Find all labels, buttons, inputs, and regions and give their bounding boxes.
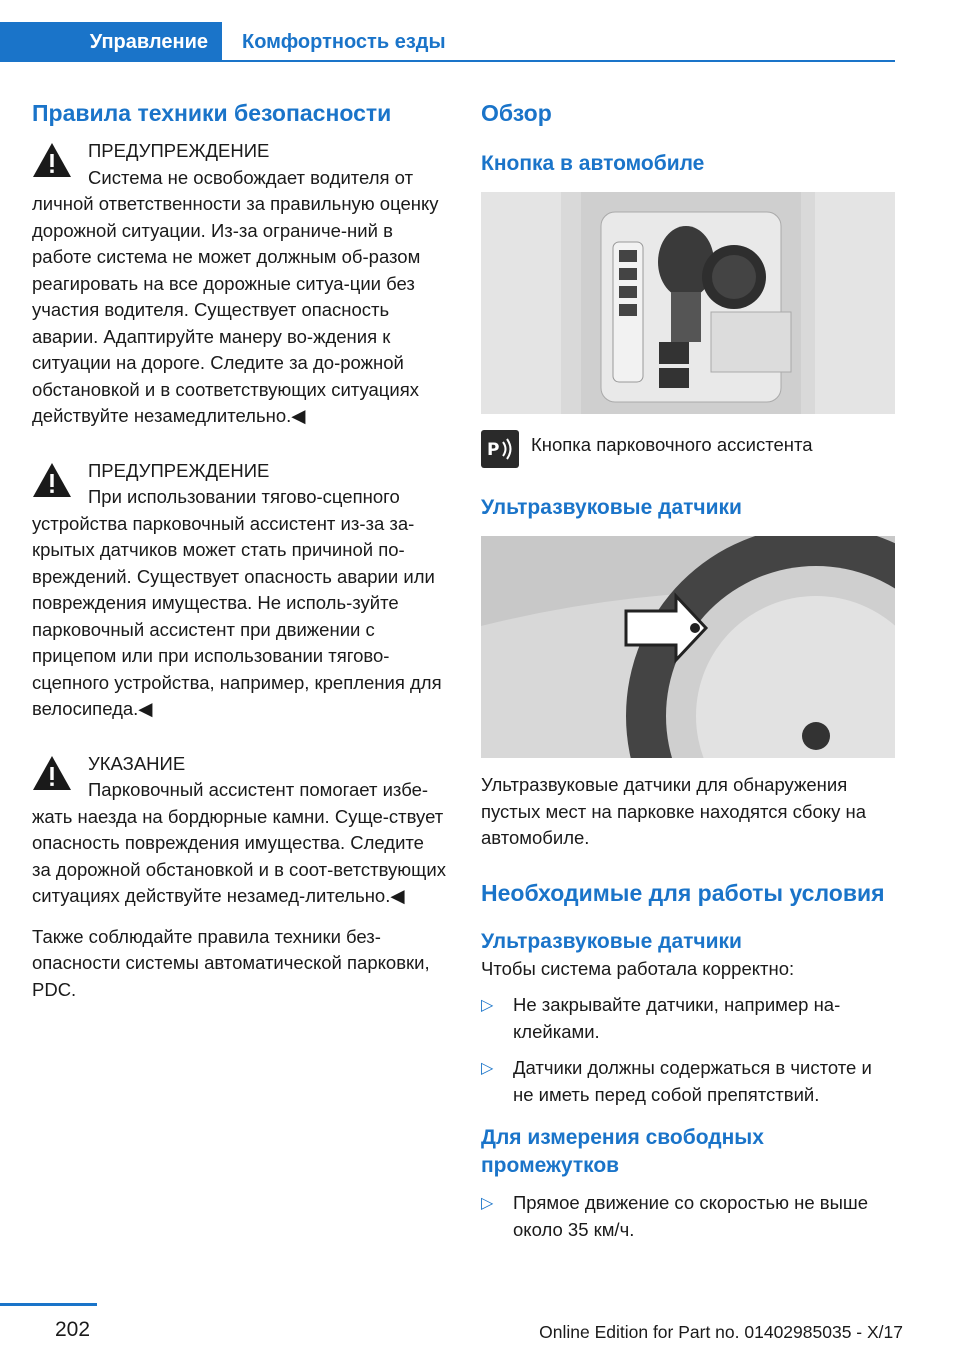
safety-heading: Правила техники безопасности <box>32 100 392 126</box>
bullet-arrow-icon: ▷ <box>481 997 494 1014</box>
edition-footer: Online Edition for Part no. 01402985035 - X/17 <box>539 1322 903 1342</box>
right-column <box>481 98 895 1253</box>
warning-block <box>32 458 446 723</box>
button-subheading: Кнопка в автомобиле <box>481 152 705 175</box>
requirements-intro: Чтобы система работала корректно: <box>481 957 795 979</box>
gap-measuring-subheading: Для измерения свободных промежутков <box>481 1126 764 1177</box>
button-caption-row <box>481 430 895 472</box>
bullet-arrow-icon: ▷ <box>481 1060 494 1077</box>
warning-title: ПРЕДУПРЕЖДЕНИЕ <box>88 140 270 161</box>
warning-text: При использовании тягово-сцепного устройства парковочный ассистент из-за за-крытых датчиков может стать причиной по-вреждений. Существует опасность аварии или повреждения имущества. Не исполь-зуйте парковочный ассистент при движении с прицепом или при использовании тягово-сцепного устройства, например, крепления для велосипеда.◀ <box>32 486 442 719</box>
list-item: ▷ Датчики должны содержаться в чистоте и не иметь перед собой препятствий. <box>481 1057 872 1105</box>
bullet-arrow-icon: ▷ <box>481 1195 494 1212</box>
page-number: 202 <box>55 1318 91 1341</box>
left-column <box>32 98 446 1003</box>
gap-measuring-list <box>481 1190 895 1243</box>
notice-title: УКАЗАНИЕ <box>88 752 186 774</box>
warning-triangle-icon <box>32 755 72 791</box>
svg-text:P: P <box>487 440 500 460</box>
header-rule <box>222 60 895 62</box>
sensor-caption: Ультразвуковые датчики для обнаружения пустых мест на парковке находятся сбоку на автомобиле. <box>481 774 866 848</box>
closing-paragraph: Также соблюдайте правила техники без-опасности системы автоматической парковки, PDC. <box>32 925 430 1000</box>
parking-assist-button-icon <box>481 430 519 468</box>
requirements-list <box>481 992 895 1108</box>
warning-text: Система не освобождает водителя от личной ответственности за правильную оценку дорожной ситуации. Из-за ограниче-ний в работе система не может должным об-разом реагировать на все дорожные ситуа-ции без участия водителя. Существует опасность аварии. Адаптируйте манеру во-ждения к ситуации на дороге. Следите за до-рожной обстановкой и в соответствующих ситуациях действуйте незамедлительно.◀ <box>32 166 439 426</box>
footer-rule <box>0 1303 97 1306</box>
requirements-sensors-subheading: Ультразвуковые датчики <box>481 929 742 953</box>
warning-triangle-icon <box>32 142 72 178</box>
notice-block <box>32 751 446 910</box>
requirements-heading: Необходимые для работы условия <box>481 879 885 906</box>
center-console-image <box>481 192 895 414</box>
sensors-subheading: Ультразвуковые датчики <box>481 496 742 519</box>
tab-driving-comfort[interactable]: Комфортность езды <box>242 31 446 53</box>
tab-controls[interactable]: Управление <box>0 22 222 62</box>
notice-text: Парковочный ассистент помогает избе-жать наезда на бордюрные камни. Суще-ствует опасность повреждения имущества. Следите за дорожной обстановкой и в соот-ветствующих ситуациях действуйте незамед-лительно.◀ <box>32 779 446 906</box>
list-item: ▷ Не закрывайте датчики, например на-клейками. <box>481 994 841 1042</box>
side-sensor-image <box>481 536 895 758</box>
warning-title: ПРЕДУПРЕЖДЕНИЕ <box>88 459 270 481</box>
list-item: ▷ Прямое движение со скоростью не выше около 35 км/ч. <box>481 1192 869 1240</box>
overview-heading: Обзор <box>481 100 552 126</box>
button-caption: Кнопка парковочного ассистента <box>531 434 813 455</box>
warning-triangle-icon <box>32 462 72 498</box>
warning-block <box>32 138 446 430</box>
header-tabs <box>0 0 895 62</box>
